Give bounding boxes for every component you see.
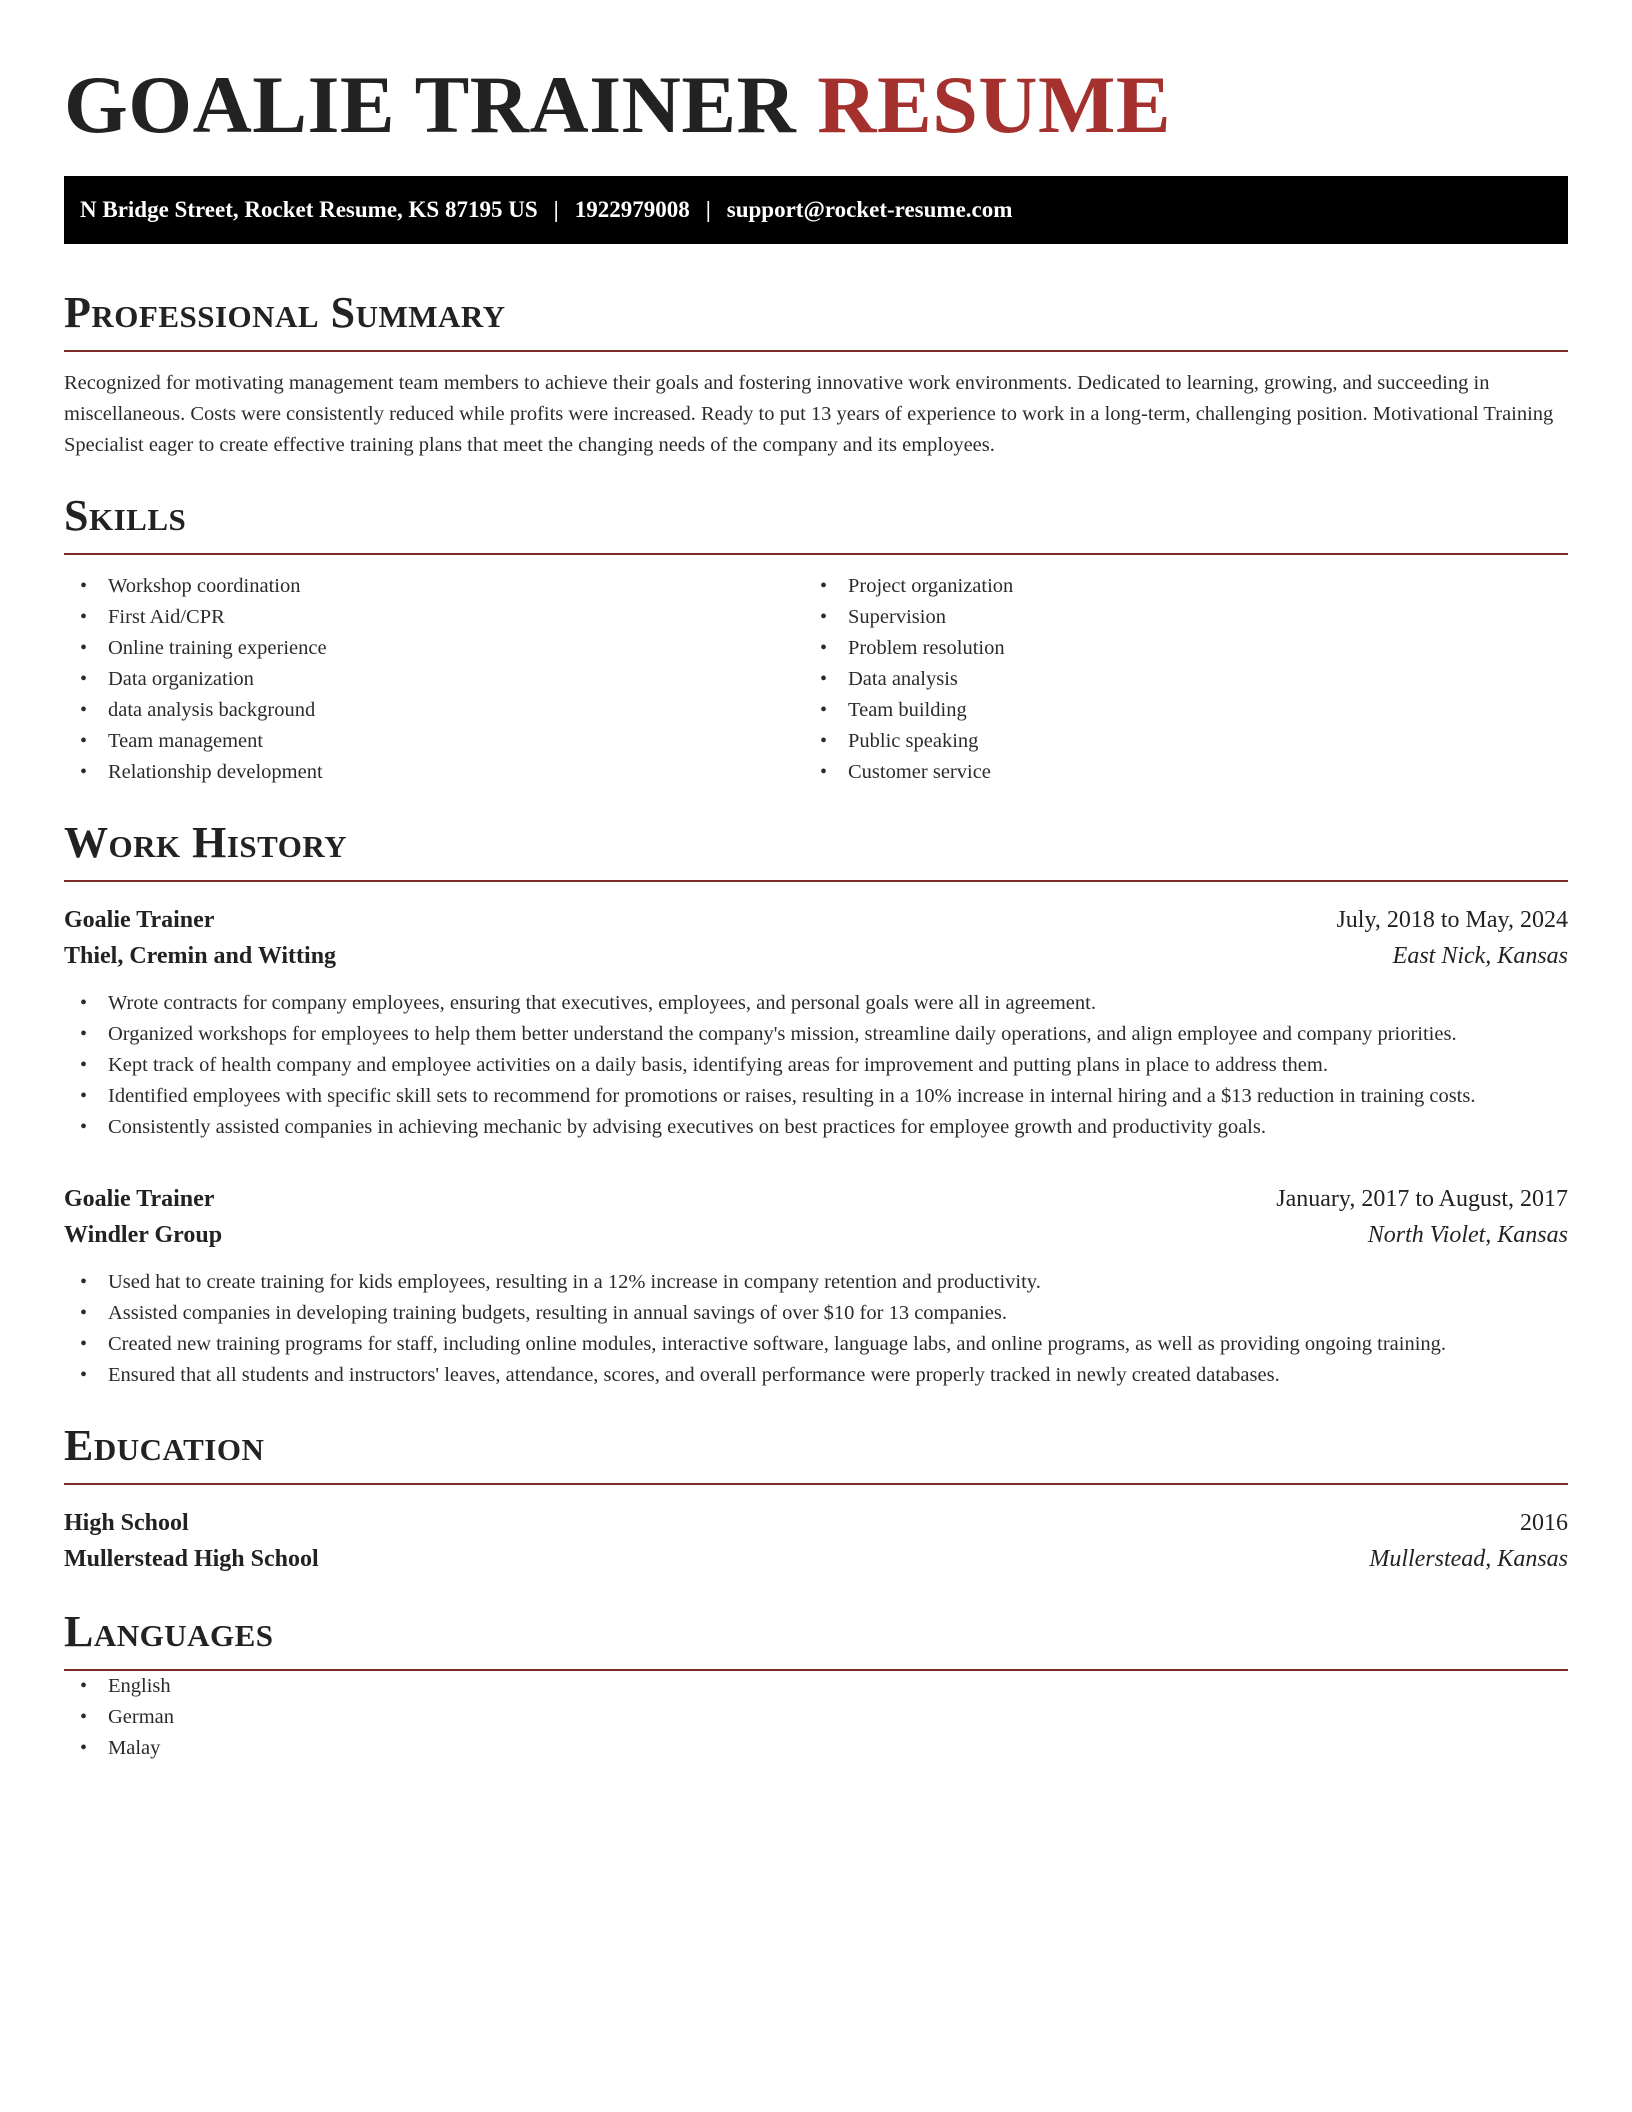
job-title: Goalie Trainer (64, 907, 215, 933)
skill-item: • Public speaking (804, 726, 1544, 757)
languages-heading: Languages (64, 1607, 274, 1656)
resume-title (64, 60, 1568, 150)
skills-list-right (804, 571, 1544, 788)
job-bullet: • Organized workshops for employees to help them better understand the company's mission, streamline daily operations, and align employee and company priorities. (64, 1019, 1568, 1050)
education-degree: High School (64, 1510, 189, 1536)
skill-item: • Data analysis (804, 664, 1544, 695)
skills-list-left (64, 571, 804, 788)
job-bullet: • Identified employees with specific skill sets to recommend for promotions or raises, resulting in a 10% increase in internal hiring and a $13 reduction in training costs. (64, 1081, 1568, 1112)
job-bullet: • Assisted companies in developing training budgets, resulting in annual savings of over $10 for 13 companies. (64, 1298, 1568, 1329)
job-company: Thiel, Cremin and Witting (64, 943, 337, 969)
skill-item: • Relationship development (64, 757, 804, 788)
job-header-row (64, 902, 1568, 938)
skill-item: • Supervision (804, 602, 1544, 633)
contact-phone: 1922979008 (574, 197, 690, 222)
summary-heading: Professional Summary (64, 288, 506, 337)
language-item: • Malay (64, 1733, 1568, 1764)
section-divider (64, 553, 1568, 555)
skills-section (64, 491, 1568, 788)
section-divider (64, 350, 1568, 352)
job-company-row (64, 938, 1568, 974)
job-company: Windler Group (64, 1222, 223, 1248)
title-main: GOALIE TRAINER (64, 59, 797, 150)
skill-item: • Team management (64, 726, 804, 757)
work-history-section (64, 818, 1568, 1391)
work-history-heading: Work History (64, 818, 348, 867)
section-divider (64, 880, 1568, 882)
skill-item: • Team building (804, 695, 1544, 726)
resume-page (64, 0, 1568, 1764)
languages-section (64, 1607, 1568, 1764)
education-heading: Education (64, 1421, 265, 1470)
job-bullets (64, 1267, 1568, 1391)
contact-separator: | (553, 197, 559, 222)
job-bullet: • Wrote contracts for company employees, ensuring that executives, employees, and personal goals were all in agreement. (64, 988, 1568, 1019)
skill-item: • Online training experience (64, 633, 804, 664)
skills-grid (64, 571, 1568, 788)
job-dates: January, 2017 to August, 2017 (1276, 1186, 1568, 1212)
skill-item: • Data organization (64, 664, 804, 695)
skills-heading: Skills (64, 491, 187, 540)
language-item: • German (64, 1702, 1568, 1733)
job-dates: July, 2018 to May, 2024 (1336, 907, 1568, 933)
job-bullet: • Created new training programs for staff, including online modules, interactive software, language labs, and online programs, as well as providing ongoing training. (64, 1329, 1568, 1360)
job-entry (64, 902, 1568, 1143)
skill-item: • Customer service (804, 757, 1544, 788)
section-divider (64, 1483, 1568, 1485)
contact-address: N Bridge Street, Rocket Resume, KS 87195 US (80, 197, 538, 222)
job-bullet: • Consistently assisted companies in achieving mechanic by advising executives on best practices for employee growth and productivity goals. (64, 1112, 1568, 1143)
job-bullet: • Ensured that all students and instructors' leaves, attendance, scores, and overall performance were properly tracked in newly created databases. (64, 1360, 1568, 1391)
education-year: 2016 (1520, 1510, 1568, 1536)
job-company-row (64, 1217, 1568, 1253)
languages-list (64, 1671, 1568, 1764)
education-school-row (64, 1541, 1568, 1577)
job-bullet: • Used hat to create training for kids employees, resulting in a 12% increase in company retention and productivity. (64, 1267, 1568, 1298)
contact-email[interactable]: support@rocket-resume.com (726, 197, 1013, 222)
education-entry (64, 1505, 1568, 1577)
job-location: North Violet, Kansas (1367, 1222, 1568, 1248)
skill-item: • Workshop coordination (64, 571, 804, 602)
skill-item: • data analysis background (64, 695, 804, 726)
education-school: Mullerstead High School (64, 1546, 319, 1572)
contact-separator: | (705, 197, 711, 222)
summary-section (64, 288, 1568, 461)
education-location: Mullerstead, Kansas (1369, 1546, 1568, 1572)
education-section (64, 1421, 1568, 1577)
job-bullets (64, 988, 1568, 1143)
summary-text: Recognized for motivating management team members to achieve their goals and fostering innovative work environments. Dedicated to learning, growing, and succeeding in miscellaneous. Costs were consistently reduced while profits were increased. Ready to put 13 years of experience to work in a long-term, challenging position. Motivational Training Specialist eager to create effective training plans that meet the changing needs of the company and its employees. (64, 372, 1554, 456)
education-degree-row (64, 1505, 1568, 1541)
title-accent: RESUME (817, 59, 1172, 150)
job-entry (64, 1181, 1568, 1391)
job-title: Goalie Trainer (64, 1186, 215, 1212)
skill-item: • Problem resolution (804, 633, 1544, 664)
job-location: East Nick, Kansas (1392, 943, 1568, 969)
language-item: • English (64, 1671, 1568, 1702)
skill-item: • Project organization (804, 571, 1544, 602)
job-bullet: • Kept track of health company and employee activities on a daily basis, identifying areas for improvement and putting plans in place to address them. (64, 1050, 1568, 1081)
contact-bar (64, 176, 1568, 244)
job-header-row (64, 1181, 1568, 1217)
skill-item: • First Aid/CPR (64, 602, 804, 633)
